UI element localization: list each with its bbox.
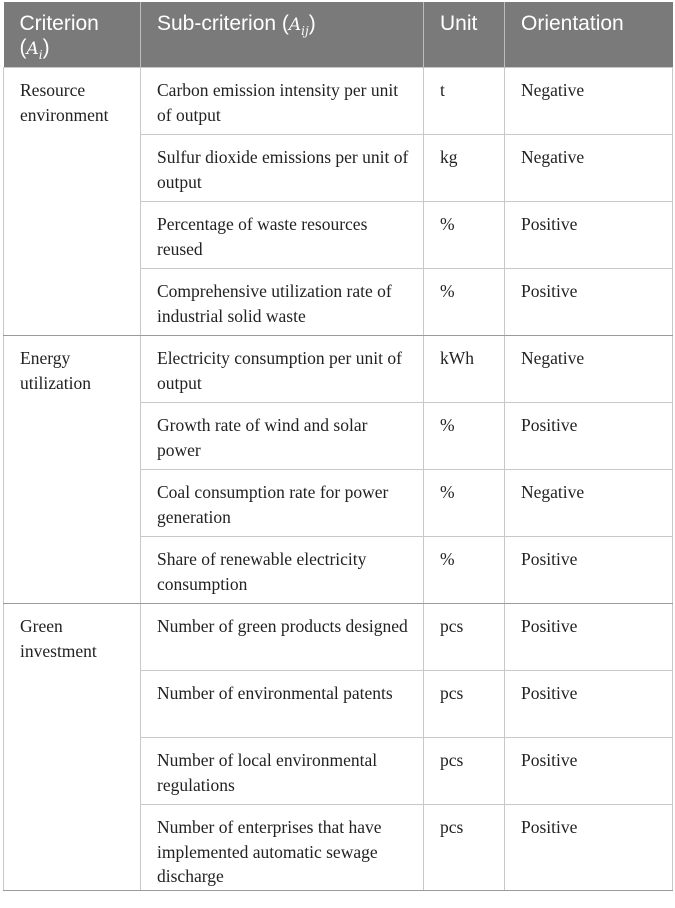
unit-cell: kg xyxy=(424,135,505,202)
unit-cell: % xyxy=(424,537,505,604)
unit-cell: % xyxy=(424,470,505,537)
unit-cell: % xyxy=(424,403,505,470)
sub-criterion-cell: Coal consumption rate for power generation xyxy=(141,470,424,537)
criterion-symbol-subscript: i xyxy=(38,48,43,63)
sub-criterion-cell: Percentage of waste resources reused xyxy=(141,202,424,269)
orientation-cell: Positive xyxy=(505,805,673,891)
orientation-cell: Positive xyxy=(505,738,673,805)
orientation-cell: Positive xyxy=(505,604,673,671)
unit-cell: % xyxy=(424,269,505,336)
orientation-cell: Positive xyxy=(505,403,673,470)
sub-criterion-cell: Number of enterprises that have implemented automatic sewage discharge xyxy=(141,805,424,891)
sub-criterion-cell: Comprehensive utilization rate of industrial solid waste xyxy=(141,269,424,336)
header-row xyxy=(4,2,673,68)
sub-criterion-cell: Growth rate of wind and solar power xyxy=(141,403,424,470)
orientation-cell: Negative xyxy=(505,135,673,202)
table-row xyxy=(4,336,673,403)
sub-criterion-symbol: A xyxy=(288,15,302,35)
sub-criterion-cell: Electricity consumption per unit of output xyxy=(141,336,424,403)
table-row xyxy=(4,604,673,671)
sub-criterion-cell: Sulfur dioxide emissions per unit of output xyxy=(141,135,424,202)
unit-cell: pcs xyxy=(424,671,505,738)
orientation-cell: Negative xyxy=(505,336,673,403)
orientation-cell: Positive xyxy=(505,202,673,269)
criterion-cell: Resource environment xyxy=(4,68,141,336)
unit-cell: kWh xyxy=(424,336,505,403)
unit-cell: pcs xyxy=(424,805,505,891)
header-orientation: Orientation xyxy=(505,2,673,68)
orientation-cell: Positive xyxy=(505,269,673,336)
header-sub-criterion: Sub-criterion $(A_{ij})$ xyxy=(141,2,424,68)
criteria-table xyxy=(3,2,673,891)
sub-criterion-cell: Number of environmental patents xyxy=(141,671,424,738)
table-body xyxy=(4,68,673,891)
header-sub-criterion-label: Sub-criterion xyxy=(157,12,277,35)
header-criterion: Criterion $(A_i)$ xyxy=(4,2,141,68)
unit-cell: pcs xyxy=(424,738,505,805)
sub-criterion-cell: Share of renewable electricity consumption xyxy=(141,537,424,604)
sub-criterion-cell: Carbon emission intensity per unit of output xyxy=(141,68,424,135)
criterion-symbol: A xyxy=(26,39,39,59)
unit-cell: pcs xyxy=(424,604,505,671)
table-header xyxy=(4,2,673,68)
header-criterion-label: Criterion xyxy=(19,12,99,35)
orientation-cell: Positive xyxy=(505,537,673,604)
orientation-cell: Negative xyxy=(505,470,673,537)
table-row xyxy=(4,68,673,135)
orientation-cell: Positive xyxy=(505,671,673,738)
sub-criterion-cell: Number of green products designed xyxy=(141,604,424,671)
criterion-cell: Green investment xyxy=(4,604,141,891)
header-unit: Unit xyxy=(424,2,505,68)
unit-cell: % xyxy=(424,202,505,269)
sub-criterion-cell: Number of local environmental regulations xyxy=(141,738,424,805)
criterion-cell: Energy utilization xyxy=(4,336,141,604)
sub-criterion-symbol-subscript: ij xyxy=(301,24,309,39)
orientation-cell: Negative xyxy=(505,68,673,135)
unit-cell: t xyxy=(424,68,505,135)
